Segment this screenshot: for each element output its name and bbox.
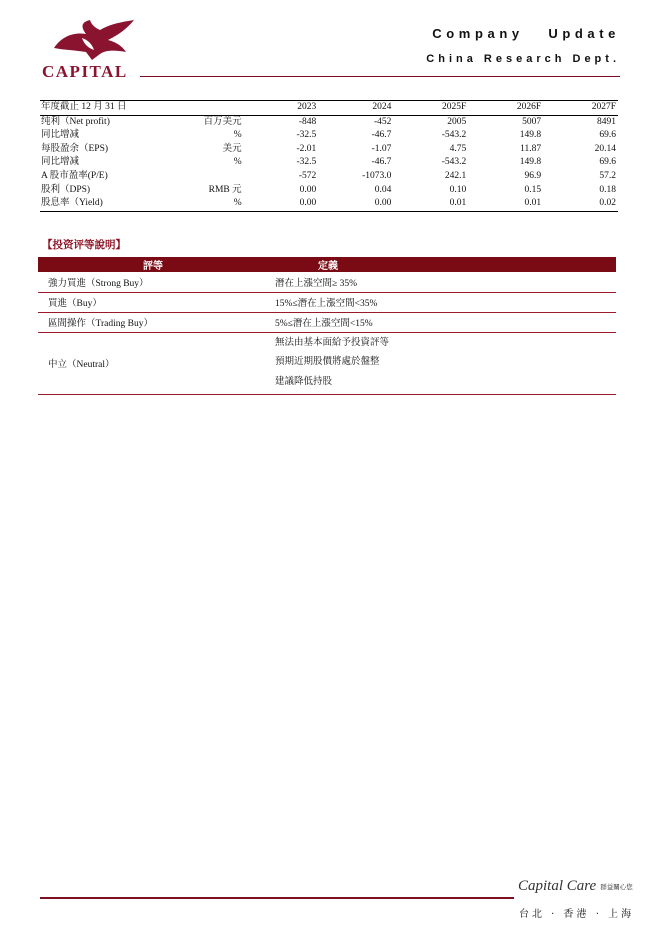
header-unit: [181, 101, 244, 116]
rating-name: 強力買進（Strong Buy）: [48, 278, 149, 289]
definition-line: 無法由基本面給予投資評等: [275, 337, 390, 348]
row-value: -32.5: [296, 130, 317, 141]
rating-row-neutral: [38, 332, 616, 394]
row-value: 8491: [597, 116, 616, 127]
rating-definition-table: [38, 257, 616, 395]
rating-definition: 潛在上漲空間≥ 35%: [275, 278, 358, 289]
footer-brand-name: Capital Care: [518, 878, 597, 894]
row-value: -572: [298, 170, 317, 181]
row-unit: %: [233, 157, 242, 168]
rating-header-row: [38, 257, 616, 272]
rating-definition: 5%≤潛在上漲空間<15%: [275, 319, 373, 329]
rating-definition: [268, 332, 616, 394]
row-value: 149.8: [519, 130, 542, 141]
rating-section-title: 【投资评等說明】: [42, 239, 126, 251]
row-value: 11.87: [520, 143, 542, 154]
row-value: 0.00: [374, 198, 392, 209]
row-value: 96.9: [524, 170, 542, 181]
row-value: -452: [373, 116, 392, 127]
row-value: 0.18: [599, 184, 616, 195]
row-unit: %: [233, 130, 242, 141]
footer-divider: [40, 897, 514, 899]
rating-row: [38, 312, 616, 332]
row-value: 69.6: [599, 130, 616, 141]
row-value: -46.7: [371, 157, 392, 168]
row-label: 股息率（Yield): [41, 198, 103, 209]
year-header: 2024: [372, 102, 392, 112]
table-row: [40, 129, 618, 143]
footer-cities: 台北 · 香港 · 上海: [519, 909, 635, 920]
table-header-row: [40, 101, 618, 116]
row-value: 69.6: [599, 157, 616, 168]
rating-definition: 15%≤潛在上漲空間<35%: [275, 299, 378, 309]
financial-summary-table: [40, 100, 618, 212]
row-value: -848: [298, 116, 317, 127]
year-header: 2026F: [516, 102, 542, 112]
header-label: 年度截止 12 月 31 日: [41, 102, 127, 112]
row-unit: %: [233, 198, 242, 209]
row-label: 同比增减: [41, 157, 80, 168]
row-label: 同比增减: [41, 130, 80, 141]
phoenix-icon: [52, 18, 136, 62]
table-row: [40, 184, 618, 198]
year-header: 2025F: [441, 102, 467, 112]
footer-brand-logo: [518, 878, 633, 895]
row-value: 149.8: [519, 157, 542, 168]
row-value: -1.07: [371, 143, 392, 154]
row-value: -32.5: [296, 157, 317, 168]
row-value: 242.1: [444, 170, 467, 181]
rating-row: [38, 292, 616, 312]
definition-line: 建議降低持股: [275, 376, 333, 387]
row-label: A 股市盈率(P/E): [41, 170, 108, 181]
row-value: -46.7: [371, 130, 392, 141]
capital-logo: [40, 18, 142, 80]
row-unit: 百万美元: [203, 116, 242, 127]
row-unit: 美元: [222, 143, 242, 154]
table-row: [40, 115, 618, 129]
row-value: 0.04: [374, 184, 392, 195]
year-header: 2027F: [591, 102, 616, 112]
rating-column-header: 評等: [38, 257, 268, 272]
report-header: [426, 26, 620, 65]
row-value: 0.01: [449, 198, 467, 209]
row-value: 20.14: [594, 143, 616, 154]
row-value: -543.2: [441, 130, 467, 141]
row-value: 0.02: [599, 198, 616, 209]
table-row: [40, 156, 618, 170]
row-value: 57.2: [599, 170, 616, 181]
table-row: [40, 170, 618, 184]
row-value: -543.2: [441, 157, 467, 168]
definition-column-header: 定義: [268, 257, 616, 272]
rating-row: [38, 272, 616, 292]
year-header: 2023: [297, 102, 317, 112]
logo-text: CAPITAL: [42, 62, 128, 81]
table-row: [40, 197, 618, 211]
row-value: 0.15: [524, 184, 542, 195]
definition-line: 預期近期股價將處於盤整: [275, 357, 380, 368]
row-label: 每股盈余（EPS): [41, 143, 109, 154]
row-value: -1073.0: [362, 170, 392, 181]
row-unit: [181, 170, 244, 184]
rating-name: 區間操作（Trading Buy）: [48, 319, 153, 329]
row-value: 0.10: [449, 184, 467, 195]
row-value: 2005: [447, 116, 467, 127]
footer-brand-cn: 群益關心您: [600, 884, 633, 892]
rating-name: 買進（Buy）: [48, 299, 102, 309]
row-label: 纯利（Net profit): [41, 116, 110, 127]
row-value: 4.75: [449, 143, 467, 154]
row-value: -2.01: [296, 143, 317, 154]
row-value: 5007: [522, 116, 542, 127]
row-unit: RMB 元: [208, 184, 242, 195]
row-value: 0.00: [299, 198, 317, 209]
rating-name: 中立（Neutral）: [48, 360, 115, 370]
row-label: 股利（DPS): [41, 184, 91, 195]
department-subtitle: China Research Dept.: [426, 53, 620, 65]
row-value: 0.01: [524, 198, 542, 209]
header-divider: [140, 76, 620, 77]
report-type-title: Company Update: [432, 26, 620, 41]
row-value: 0.00: [299, 184, 317, 195]
table-row: [40, 143, 618, 157]
